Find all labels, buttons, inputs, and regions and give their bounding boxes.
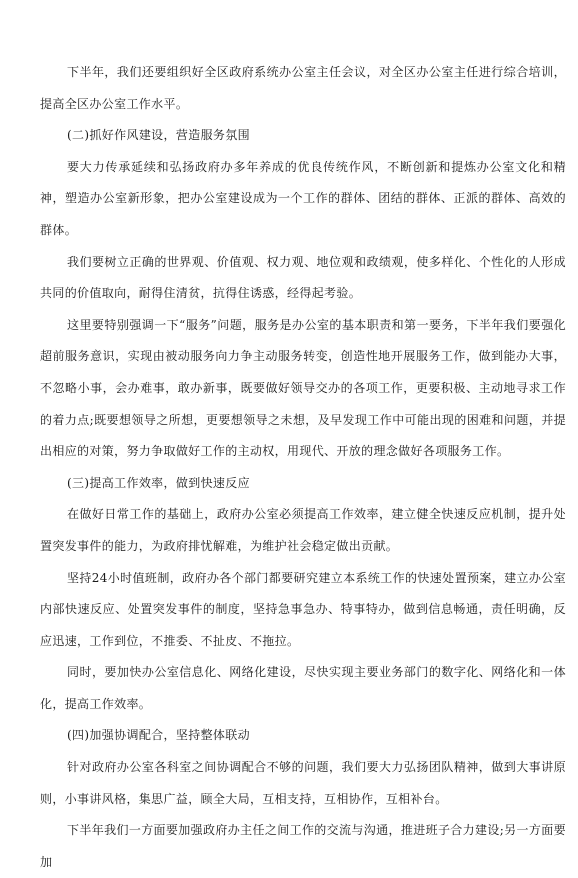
paragraph: 在做好日常工作的基础上，政府办公室必须提高工作效率，建立健全快速反应机制，提升处置突发事件的能力，为政府排忧解难，为维护社会稳定做出贡献。 xyxy=(40,507,566,553)
paragraph: 下半年我们一方面要加强政府办主任之间工作的交流与沟通，推进班子合力建设;另一方面要加 xyxy=(40,823,566,869)
paragraph: 下半年，我们还要组织好全区政府系统办公室主任会议，对全区办公室主任进行综合培训，提高全区办公室工作水平。 xyxy=(40,65,566,111)
paragraph: 同时，要加快办公室信息化、网络化建设，尽快实现主要业务部门的数字化、网络化和一体化，提高工作效率。 xyxy=(40,665,566,711)
section-heading: (四)加强协调配合，坚持整体联动 xyxy=(67,728,250,743)
paragraph: 我们要树立正确的世界观、价值观、权力观、地位观和政绩观，使多样化、个性化的人形成共同的价值取向，耐得住清贫，抗得住诱惑，经得起考验。 xyxy=(40,254,566,301)
section-heading: (三)提高工作效率，做到快速反应 xyxy=(67,475,250,490)
paragraph: 这里要特别强调一下“服务”问题，服务是办公室的基本职责和第一要务，下半年我们要强化超前服务意识，实现由被动服务向力争主动服务转变，创造性地开展服务工作，做到能办大事，不忽略小事，会办难事，敢办新事，既要做好领导交办的各项工作，更要积极、主动地寻求工作的着力点;既要想领导之所想，更要想领导之未想，及早发现工作中可能出现的困难和问题，并提出相应的对策，努力争取做好工作的主动权，用现代、开放的理念做好各项服务工作。 xyxy=(40,317,566,459)
paragraph: 坚持24小时值班制，政府办各个部门都要研究建立本系统工作的快速处置预案，建立办公室内部快速反应、处置突发事件的制度，坚持急事急办、特事特办，做到信息畅通，责任明确，反应迅速，工作到位，不推委、不扯皮、不拖拉。 xyxy=(40,570,566,648)
paragraph: 要大力传承延续和弘扬政府办多年养成的优良传统作风，不断创新和提炼办公室文化和精神，塑造办公室新形象，把办公室建设成为一个工作的群体、团结的群体、正派的群体、高效的群体。 xyxy=(40,159,566,237)
section-heading: (二)抓好作风建设，营造服务氛围 xyxy=(67,128,250,143)
paragraph: 针对政府办公室各科室之间协调配合不够的问题，我们要大力弘扬团队精神，做到大事讲原则，小事讲风格，集思广益，顾全大局，互相支持，互相协作，互相补台。 xyxy=(40,760,566,806)
